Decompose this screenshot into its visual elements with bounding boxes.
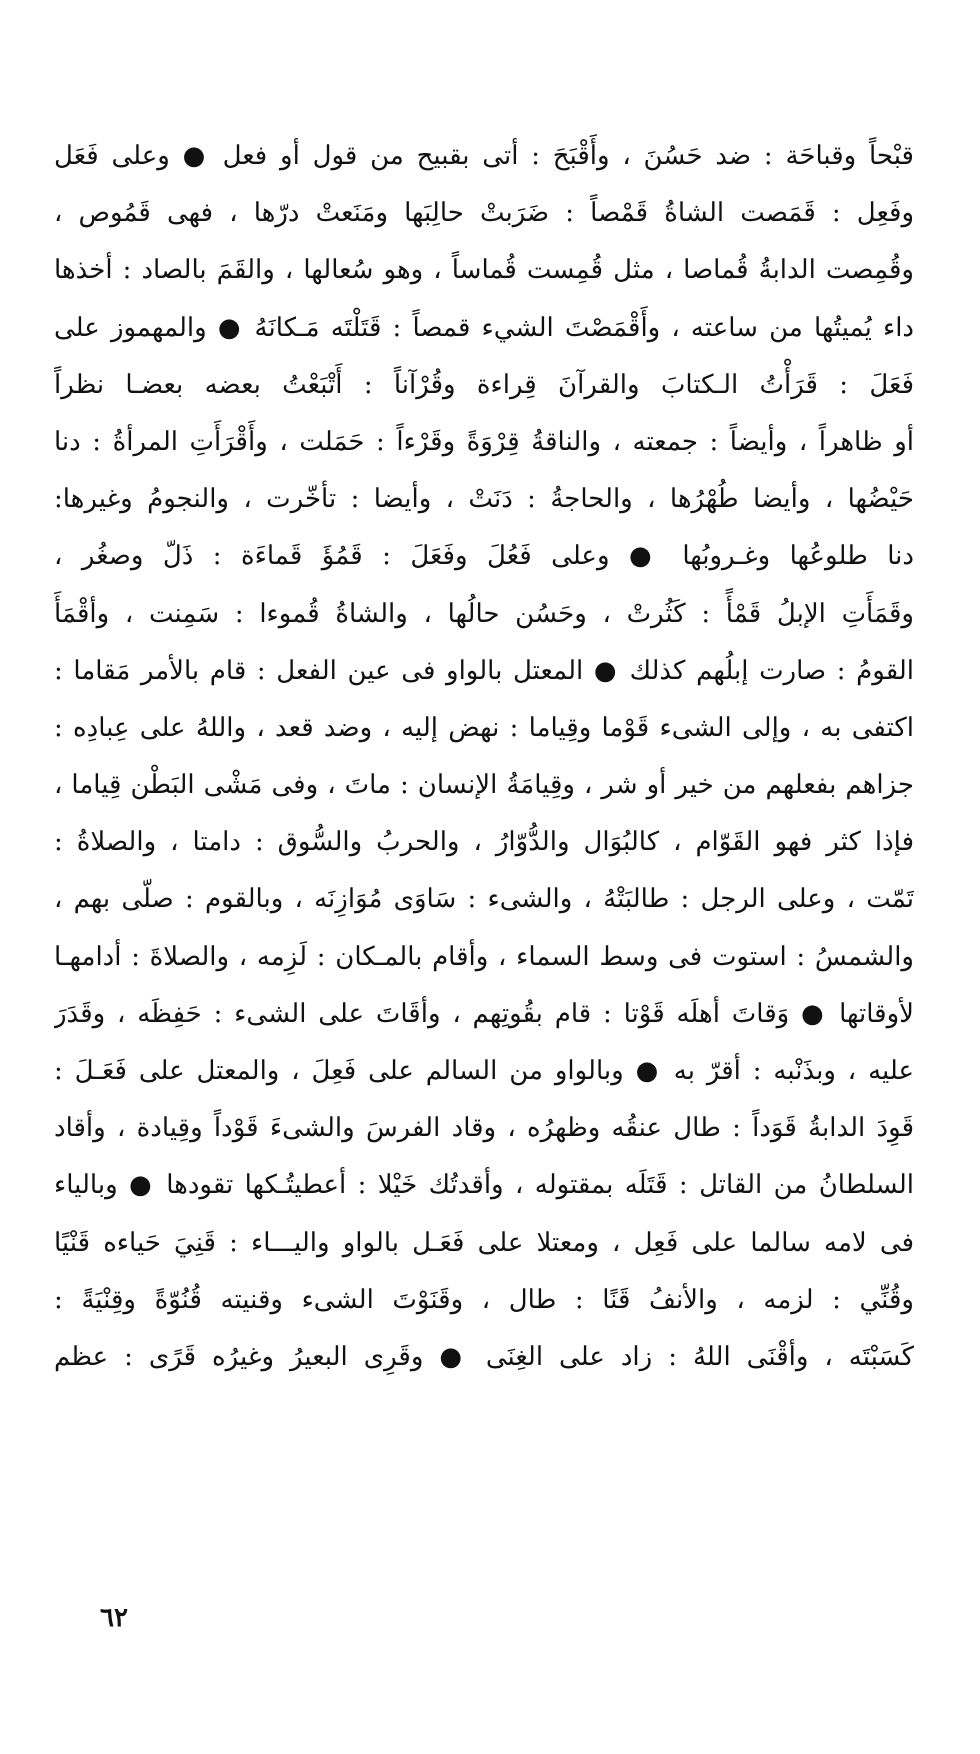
- page-number: ٦٢: [100, 1603, 128, 1633]
- text-line: داء يُميتُها من ساعته ، وأَقْمَصْتَ الشيء قمصاً : قَتَلْتَه مَـكانَهُ ● والمهموز على: [54, 312, 914, 343]
- text-line: فى لامه سالما على فَعِل ، ومعتلا على فَعَـل بالواو واليـــاء : قَنِيَ حَياءه قَنْيًا: [54, 1227, 914, 1258]
- text-line: السلطانُ من القاتل : قَتَلَه بمقتوله ، وأقدتُك خَيْلا : أعطيتُـكها تقودها ● وبالياء: [54, 1170, 914, 1201]
- text-line: فَعَلَ : قَرَأْتُ الـكتابَ والقرآنَ قِراءة وقُرْآناً : أَتْبَعْتُ بعضه بعضـا نظراً: [54, 369, 914, 400]
- text-line: فإذا كثر فهو القَوّام ، كالبُوَال والدُّوّارُ ، والحربُ والسُّوق : دامتا ، والصلاةُ :: [54, 827, 914, 858]
- text-line: لأوقاتها ● وَقاتَ أهلَه قَوْتا : قام بقُوتِهم ، وأقَاتَ على الشىء : حَفِظَه ، وقَدَرَ: [54, 998, 914, 1029]
- text-line: وقَمَأَتِ الإبلُ قَمْأً : كَثُرتْ ، وحَسُن حالُها ، والشاةُ قُموءا : سَمِنت ، وأقْمَأَ: [54, 598, 914, 629]
- text-line: حَيْضُها ، وأيضا طُهْرُها ، والحاجةُ : دَنَتْ ، وأيضا : تأخّرت ، والنجومُ وغيرها:: [54, 484, 914, 515]
- text-line: تَمّت ، وعلى الرجل : طالبَتْهُ ، والشىء : سَاوَى مُوَازِنَه ، وبالقوم : صلّى بهم ،: [54, 884, 914, 915]
- text-line: عليه ، وبذَنْبه : أقرّ به ● وبالواو من السالم على فَعِلَ ، والمعتل على فَعَـلَ :: [54, 1056, 914, 1086]
- text-line: أو ظاهراً ، وأيضاً : جمعته ، والناقةُ قِرْوَةً وقَرْءاً : حَمَلت ، وأَقْرَأَتِ المرأةُ : دنا: [54, 426, 914, 457]
- text-line: كَسَبْتَه ، وأقْنَى اللهُ : زاد على الغِنَى ● وقَرِى البعيرُ وغيرُه قَرًى : عظم: [54, 1341, 914, 1372]
- text-line: قَوِدَ الدابةُ قَوَداً : طال عنقُه وظهرُه ، وقاد الفرسَ والشىءَ قَوْداً وقِيادة ، وأقاد: [54, 1113, 914, 1144]
- text-line: وقُنِّي : لزمه ، والأنفُ قَنًا : طال ، وقَنَوْتَ الشىء وقنيته قُنُوّةً وقِنْيَةً :: [54, 1284, 914, 1315]
- text-line: قبْحاً وقباحَة : ضد حَسُنَ ، وأَقْبَحَ : أتى بقبيح من قول أو فعل ● وعلى فَعَل: [54, 141, 914, 171]
- body-text: [54, 128, 914, 1386]
- text-line: وقُمِصت الدابةُ قُماصا ، مثل قُمِست قُماساً ، وهو سُعالها ، والقَمَ بالصاد : أخذها: [54, 255, 914, 286]
- text-line: جزاهم بفعلهم من خير أو شر ، وقِيامَةُ الإنسان : ماتَ ، وفى مَشْى البَطْن قِياما ،: [54, 770, 914, 801]
- text-line: والشمسُ : استوت فى وسط السماء ، وأقام بالمـكان : لَزِمه ، والصلاةَ : أدامهـا: [54, 941, 914, 972]
- text-line: وفَعِل : قَمَصت الشاةُ قَمْصاً : ضَرَبتْ حالِبَها ومَنَعتْ درّها ، فهى قَمُوص ،: [54, 198, 914, 229]
- text-line: دنا طلوعُها وغـروبُها ● وعلى فَعُلَ وفَعَلَ : قَمُؤَ قَماءَة : ذَلّ وصغُر ،: [54, 541, 914, 572]
- text-line: اكتفى به ، وإلى الشىء قَوْما وقِياما : نهض إليه ، وضد قعد ، واللهُ على عِبادِه :: [54, 712, 914, 743]
- text-line: القومُ : صارت إبلُهم كذلك ● المعتل بالواو فى عين الفعل : قام بالأمر مَقاما :: [54, 655, 914, 686]
